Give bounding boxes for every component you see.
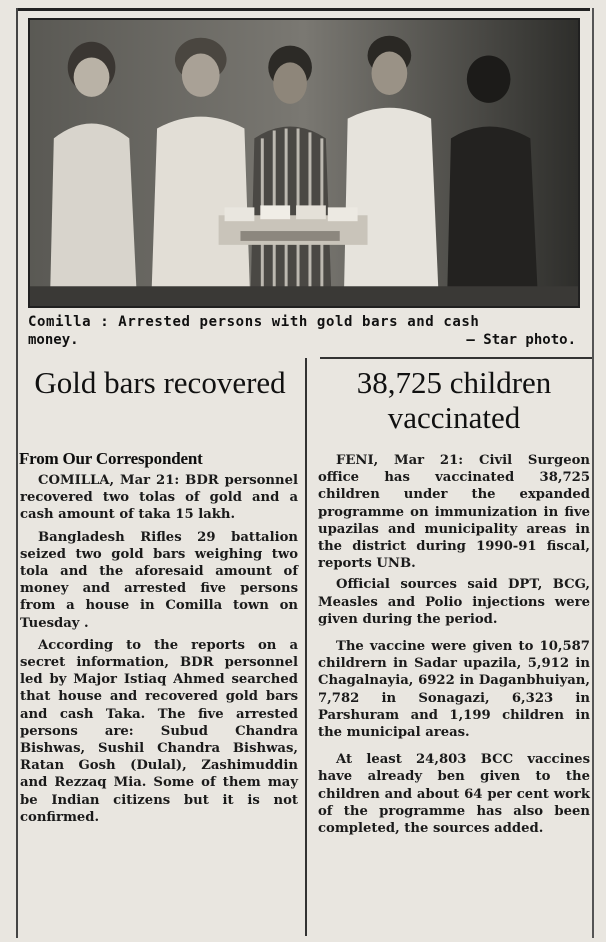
byline: From Our Correspondent: [19, 449, 203, 468]
caption-line: Comilla : Arrested persons with gold bars and cash: [28, 314, 480, 330]
left-article-body: [20, 472, 298, 831]
article-paragraph: FENI, Mar 21: Civil Surgeon office has vaccinated 38,725 children under the expanded programme on immunization in five upazilas and municipality areas in the district during 1990-91 fiscal, reports UNB.: [318, 453, 590, 572]
caption-line: money.: [28, 332, 79, 348]
photo-caption: [28, 313, 576, 349]
article-paragraph: According to the reports on a secret information, BDR personnel led by Major Istiaq Ahmed searched that house and recovered gold bars and cash Taka. The five arrested persons are: Subud Chandra Bishwas, Sushil Chandra Bishwas, Ratan Gosh (Dulal), Zashimuddin and Rezzaq Mia. Some of them may be Indian citizens but it is not confirmed.: [20, 637, 298, 825]
left-border-rule: [16, 8, 18, 938]
column-divider: [305, 358, 307, 936]
headline-gold-bars: Gold bars recovered: [34, 365, 286, 400]
article-paragraph: COMILLA, Mar 21: BDR personnel recovered two tolas of gold and a cash amount of taka 15 lakh.: [20, 473, 298, 523]
photo-credit: — Star photo.: [466, 332, 576, 348]
right-column-top-rule: [320, 357, 592, 359]
article-paragraph: The vaccine were given to 10,587 childrern in Sadar upazila, 5,912 in Chagalnayia, 6922 in Daganbhuiyan, 7,782 in Sonagazi, 6,323 in Parshuram and 1,199 children in the municipal areas.: [318, 639, 590, 741]
headline-children-vaccinated: 38,725 children vaccinated: [356, 365, 552, 435]
right-article-body: [318, 452, 590, 841]
right-border-rule: [592, 8, 594, 938]
article-paragraph: Bangladesh Rifles 29 battalion seized two gold bars weighing two tola and the aforesaid amount of money and arrested five persons from a house in Comilla town on Tuesday .: [20, 529, 298, 631]
top-border-rule: [16, 8, 590, 11]
news-photo: [28, 18, 580, 308]
photo-icon: [30, 20, 578, 306]
article-paragraph: Official sources said DPT, BCG, Measles and Polio injections were given during the period.: [318, 577, 590, 627]
article-paragraph: At least 24,803 BCC vaccines have already ben given to the children and about 64 per cent work of the programme has also been completed, the sources added.: [318, 752, 590, 837]
